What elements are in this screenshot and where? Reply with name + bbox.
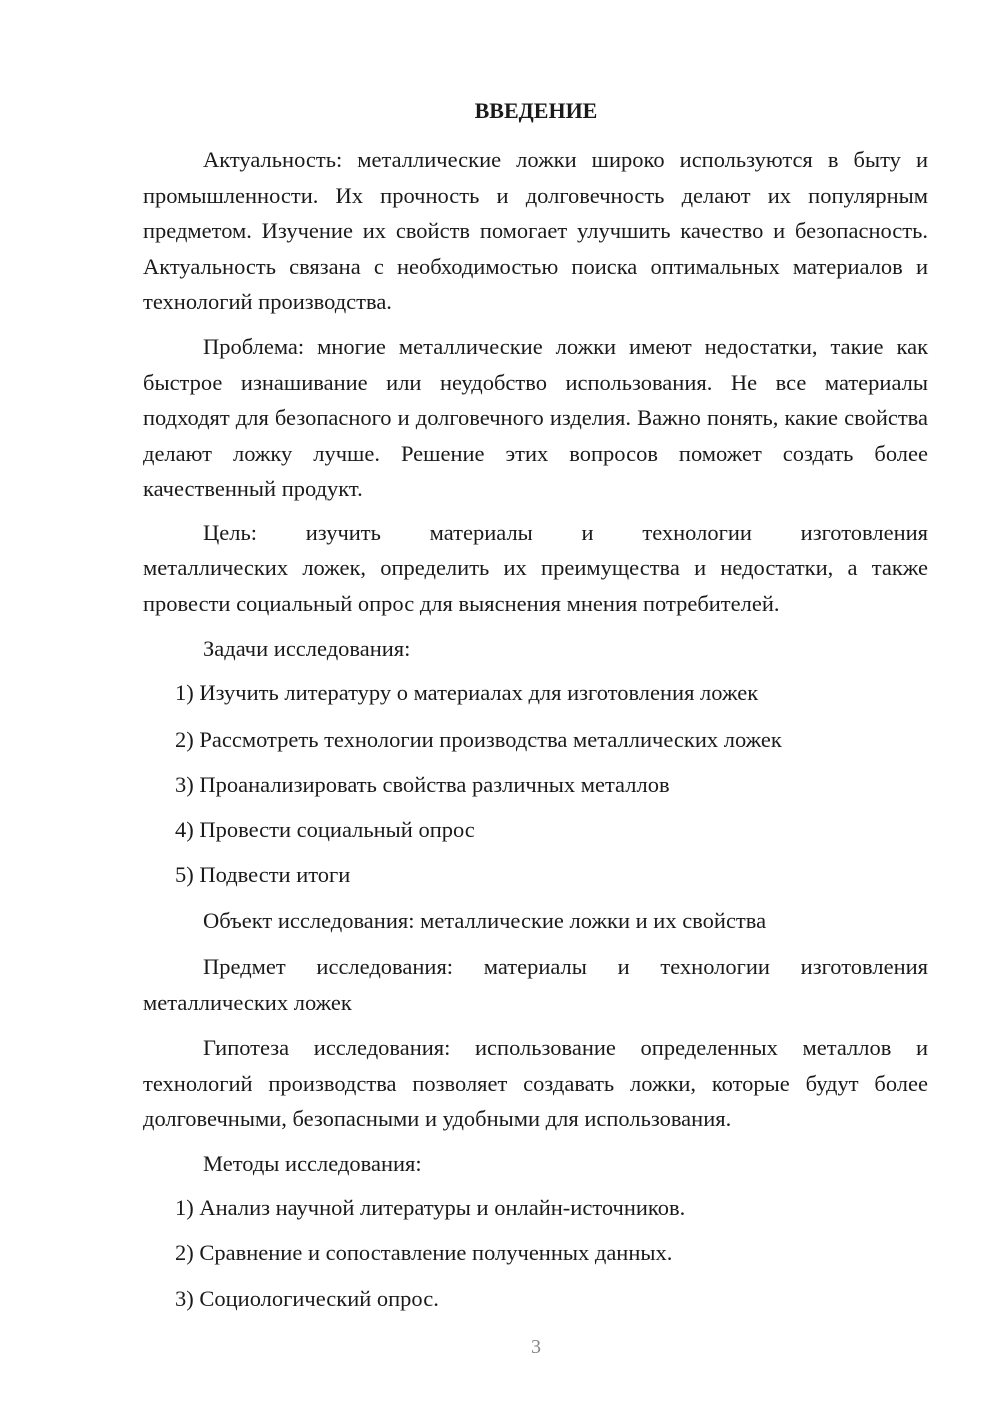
page-title: ВВЕДЕНИЕ: [474, 98, 598, 123]
task-item: 1) Изучить литературу о материалах для изготовления ложек: [175, 680, 759, 705]
task-item: 2) Рассмотреть технологии производства металлических ложек: [175, 727, 782, 752]
paragraph-subject: Предмет исследования: материалы и технологии изготовления металлических ложек: [143, 954, 928, 1015]
methods-heading: Методы исследования:: [203, 1151, 422, 1176]
method-item: 1) Анализ научной литературы и онлайн-источников.: [175, 1195, 686, 1220]
paragraph-goal-first-line: Цель: изучить материалы и технологии изготовления: [203, 520, 928, 545]
paragraph-hypothesis: Гипотеза исследования: использование определенных металлов и технологий производства позволяет создавать ложки, которые будут более долговечными, безопасными и удобными для использования.: [143, 1035, 928, 1131]
task-item: 3) Проанализировать свойства различных металлов: [175, 772, 670, 797]
method-item: 2) Сравнение и сопоставление полученных данных.: [175, 1240, 673, 1265]
page-number: 3: [531, 1336, 541, 1358]
paragraph-relevance: Актуальность: металлические ложки широко используются в быту и промышленности. Их прочность и долговечность делают их популярным предметом. Изучение их свойств помогает улучшить качество и безопасность. Актуальность связана с необходимостью поиска оптимальных материалов и технологий производства.: [143, 147, 928, 314]
paragraph-problem: Проблема: многие металлические ложки имеют недостатки, такие как быстрое изнашивание или неудобство использования. Не все материалы подходят для безопасного и долговечного изделия. Важно понять, какие свойства делают ложку лучше. Решение этих вопросов поможет создать более качественный продукт.: [143, 334, 928, 501]
tasks-heading: Задачи исследования:: [203, 636, 411, 661]
method-item: 3) Социологический опрос.: [175, 1286, 439, 1311]
task-item: 4) Провести социальный опрос: [175, 817, 475, 842]
paragraph-goal-rest: металлических ложек, определить их преимущества и недостатки, а также провести социальный опрос для выяснения мнения потребителей.: [143, 555, 928, 616]
task-item: 5) Подвести итоги: [175, 862, 351, 887]
paragraph-object: Объект исследования: металлические ложки и их свойства: [203, 908, 767, 933]
